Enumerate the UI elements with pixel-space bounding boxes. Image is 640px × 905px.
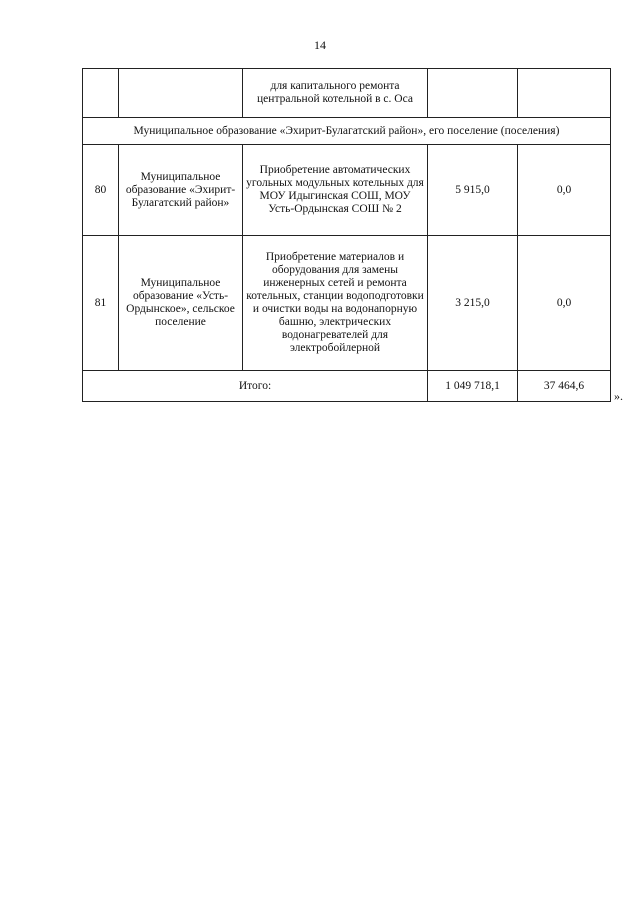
- cell-municipality: Муниципальное образование «Усть-Ордынское», сельское поселение: [119, 236, 243, 371]
- cell-description: для капитального ремонта центральной котельной в с. Оса: [243, 69, 428, 118]
- closing-quote-mark: ».: [614, 389, 623, 403]
- cell-description: Приобретение материалов и оборудования для замены инженерных сетей и ремонта котельных, станции водоподготовки и очистки воды на водонапорную башню, электрических водонагревателей для электробойлерной: [243, 236, 428, 371]
- section-header: Муниципальное образование «Эхирит-Булагатский район», его поселение (поселения): [83, 118, 611, 145]
- cell-value1: 5 915,0: [428, 145, 518, 236]
- cell-municipality: Муниципальное образование «Эхирит-Булагатский район»: [119, 145, 243, 236]
- cell-num: 80: [83, 145, 119, 236]
- cell-value1: [428, 69, 518, 118]
- cell-municipality: [119, 69, 243, 118]
- total-value2: 37 464,6: [518, 371, 611, 402]
- cell-value2: 0,0: [518, 145, 611, 236]
- total-label: Итого:: [83, 371, 428, 402]
- page-number: 14: [314, 38, 326, 52]
- cell-num: 81: [83, 236, 119, 371]
- table-row-continued: [83, 69, 611, 118]
- cell-value2: 0,0: [518, 236, 611, 371]
- budget-table: [82, 68, 611, 402]
- total-row: [83, 371, 611, 402]
- section-header-row: [83, 118, 611, 145]
- total-value1: 1 049 718,1: [428, 371, 518, 402]
- cell-description: Приобретение автоматических угольных модульных котельных для МОУ Идыгинская СОШ, МОУ Усть-Ордынская СОШ № 2: [243, 145, 428, 236]
- table-row: [83, 145, 611, 236]
- cell-value1: 3 215,0: [428, 236, 518, 371]
- table-row: [83, 236, 611, 371]
- cell-num: [83, 69, 119, 118]
- cell-value2: [518, 69, 611, 118]
